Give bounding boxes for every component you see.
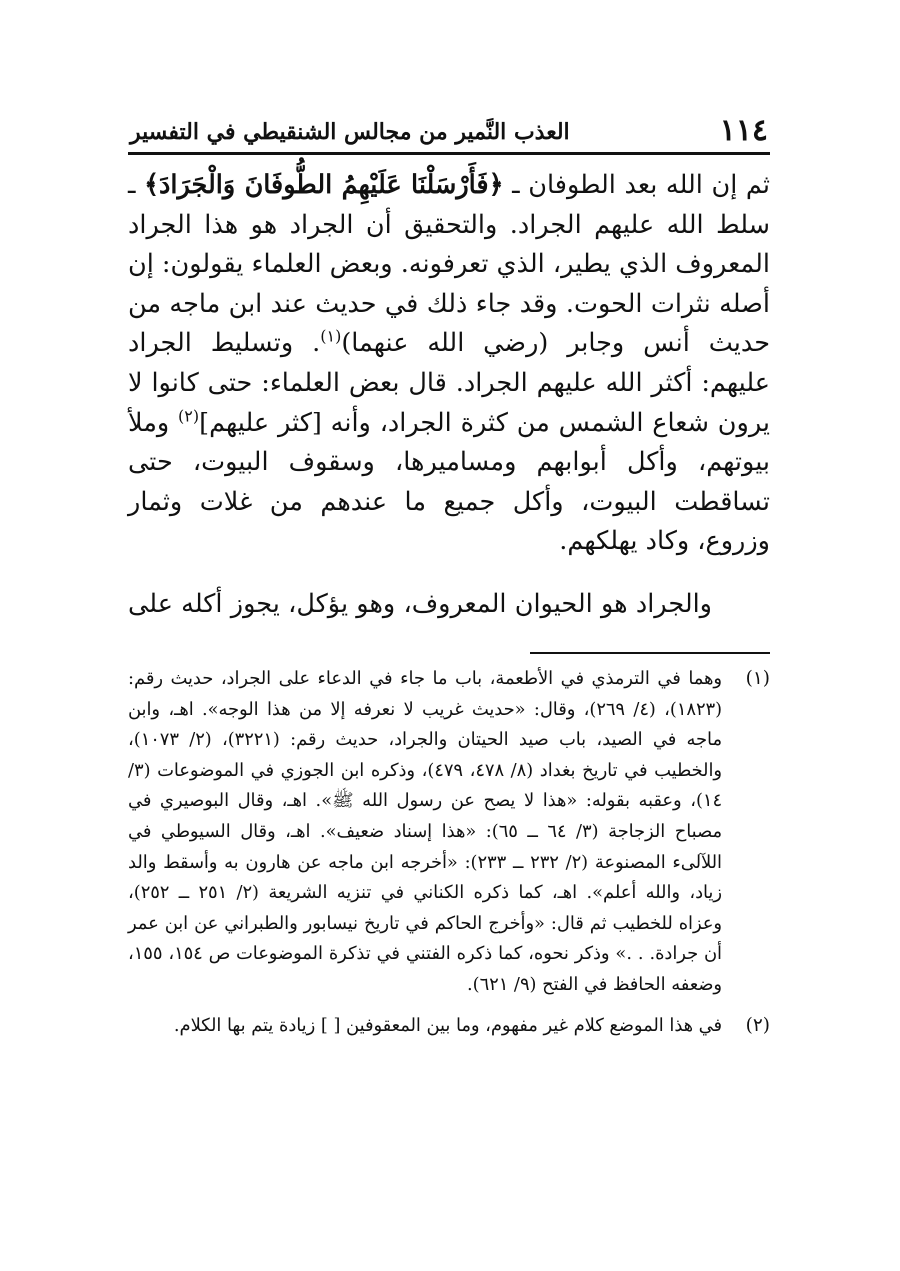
second-paragraph: والجراد هو الحيوان المعروف، وهو يؤكل، يجوز أكله على bbox=[128, 589, 712, 619]
quran-verse: ﴿فَأَرْسَلْنَا عَلَيْهِمُ الطُّوفَانَ وَالْجَرَادَ﴾ bbox=[144, 170, 504, 200]
footnote-1 bbox=[128, 664, 770, 1001]
running-title: العذب النَّمير من مجالس الشنقيطي في التفسير bbox=[130, 119, 570, 145]
text-segment: . وتسليط الجراد عليهم: أكثر الله عليهم الجراد. قال بعض العلماء: حتى كانوا لا يرون شعاع الشمس من كثرة الجراد، وأنه [كثر عليهم] bbox=[128, 328, 770, 438]
footnote-number: (٢) bbox=[745, 1014, 770, 1036]
text-segment: ثم إن الله بعد الطوفان ـ bbox=[503, 170, 770, 200]
main-paragraph bbox=[128, 166, 770, 562]
footnotes bbox=[128, 664, 770, 1041]
text-segment: وملأ بيوتهم، وأكل أبوابهم ومساميرها، وسقوف البيوت، حتى تساقطت البيوت، وأكل جميع ما عندهم من غلات وثمار وزروع، وكاد يهلكهم. bbox=[128, 407, 770, 557]
footnote-text: في هذا الموضع كلام غير مفهوم، وما بين المعقوفين [ ] زيادة يتم بها الكلام. bbox=[173, 1014, 722, 1036]
footnote-text: وهما في الترمذي في الأطعمة، باب ما جاء في الدعاء على الجراد، حديث رقم: (١٨٢٣)، (٤/ ٢٦٩)، وقال: «حديث غريب لا نعرفه إلا من هذا الوجه». اهـ، وابن ماجه في الصيد، باب صيد الحيتان والجراد، حديث رقم: (٣٢٢١)، (٢/ ١٠٧٣)، والخطيب في تاريخ بغداد (٨/ ٤٧٨، ٤٧٩)، وذكره ابن الجوزي في الموضوعات (٣/ ١٤)، وعقبه بقوله: «هذا لا يصح عن رسول الله ﷺ». اهـ، وقال البوصيري في مصباح الزجاجة (٣/ ٦٤ ــ ٦٥): «هذا إسناد ضعيف». اهـ، وقال السيوطي في اللآلىء المصنوعة (٢/ ٢٣٢ ــ ٢٣٣): «أخرجه ابن ماجه عن هارون به وأسقط والد زياد، والله أعلم». اهـ، كما ذكره الكناني في تنزيه الشريعة (٢/ ٢٥١ ــ ٢٥٢)، وعزاه للخطيب ثم قال: «وأخرج الحاكم في تاريخ نيسابور والطبراني عن ابن عمر أن جرادة. . .» وذكر نحوه، كما ذكره الفتني في تذكرة الموضوعات ص ١٥٤، ١٥٥، وضعفه الحافظ في الفتح (٩/ ٦٢١). bbox=[128, 668, 722, 995]
page-header bbox=[128, 108, 770, 155]
text-segment: ـ سلط الله عليهم الجراد. والتحقيق أن الجراد هو هذا الجراد المعروف الذي يطير، الذي تعرفونه. وبعض العلماء يقولون: إن أصله نثرات الحوت. وقد جاء ذلك في حديث عند ابن ماجه من حديث أنس وجابر (رضي الله عنهما) bbox=[128, 170, 770, 359]
footnote-number: (١) bbox=[745, 668, 770, 689]
footnote-ref-2[interactable]: (٢) bbox=[178, 406, 200, 426]
footnote-separator bbox=[530, 652, 770, 654]
footnote-ref-1[interactable]: (١) bbox=[320, 326, 342, 346]
page-number: ١١٤ bbox=[719, 113, 768, 148]
footnote-2 bbox=[128, 1011, 770, 1042]
